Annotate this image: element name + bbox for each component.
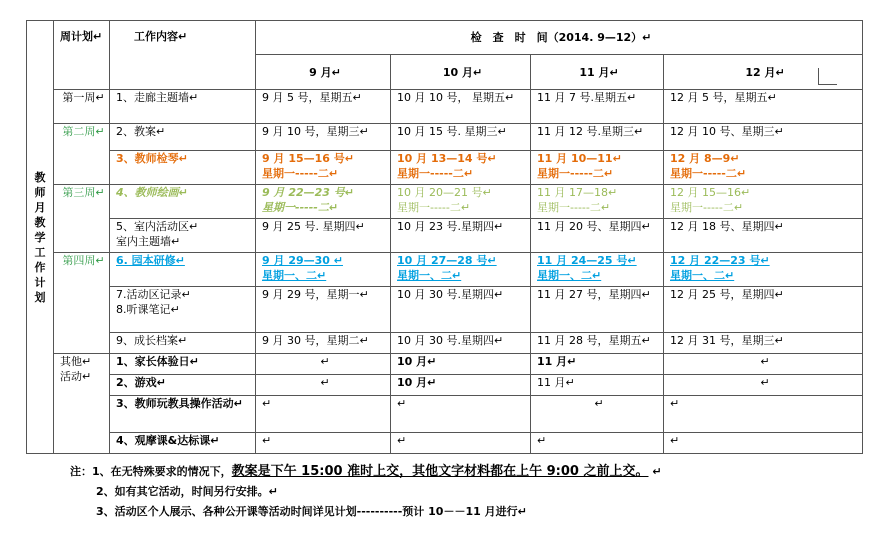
side-char: 师 bbox=[34, 185, 46, 199]
side-char: 教 bbox=[34, 215, 46, 229]
note-1-end: ↵ bbox=[648, 465, 662, 478]
date-cell: 10 月 20—21 号↵ 星期一-----二↵ bbox=[391, 185, 531, 219]
table-row bbox=[27, 333, 863, 354]
content-cell: 5、室内活动区↵ 室内主题墙↵ bbox=[110, 219, 256, 253]
date-cell: 9 月 25 号. 星期四↵ bbox=[256, 219, 391, 253]
side-char: 教 bbox=[34, 170, 46, 184]
content-cell: 2、游戏↵ bbox=[110, 375, 256, 396]
date-cell: 10 月 13—14 号↵ 星期一-----二↵ bbox=[391, 151, 531, 185]
content-cell: 6. 园本研修↵ bbox=[110, 253, 256, 287]
date-cell: 10 月 10 号， 星期五↵ bbox=[391, 90, 531, 124]
table-row bbox=[27, 253, 863, 287]
side-char: 工 bbox=[34, 245, 46, 259]
side-char: 月 bbox=[34, 200, 46, 214]
date-cell: ↵ bbox=[256, 354, 391, 375]
note-1-main: 教案是下午 15:00 准时上交，其他文字材料都在上午 9:00 之前上交。 bbox=[231, 464, 649, 479]
date-cell: 9 月 10 号，星期三↵ bbox=[256, 124, 391, 151]
table-row bbox=[27, 287, 863, 333]
date-cell: 9 月 5 号，星期五↵ bbox=[256, 90, 391, 124]
date-cell: ↵ bbox=[256, 396, 391, 433]
date-cell: ↵ bbox=[664, 375, 863, 396]
table-row bbox=[27, 219, 863, 253]
content-cell: 7.活动区记录↵ 8.听课笔记↵ bbox=[110, 287, 256, 333]
header-row bbox=[27, 21, 863, 55]
content-cell: 1、走廊主题墙↵ bbox=[110, 90, 256, 124]
note-1 bbox=[70, 462, 662, 482]
date-cell: 9 月 22—23 号↵ 星期一-----二↵ bbox=[256, 185, 391, 219]
side-title bbox=[27, 21, 54, 454]
date-cell: 11 月 12 号.星期三↵ bbox=[531, 124, 664, 151]
date-cell: 10 月↵ bbox=[391, 354, 531, 375]
date-cell: 9 月 30 号，星期二↵ bbox=[256, 333, 391, 354]
date-cell: 12 月 8—9↵ 星期一-----二↵ bbox=[664, 151, 863, 185]
week-cell: 第四周↵ bbox=[54, 253, 110, 354]
corner-mark bbox=[818, 68, 837, 85]
date-cell: 11 月 17—18↵ 星期一-----二↵ bbox=[531, 185, 664, 219]
table-row bbox=[27, 151, 863, 185]
date-cell: 11 月 28 号，星期五↵ bbox=[531, 333, 664, 354]
date-cell: ↵ bbox=[391, 433, 531, 454]
note-3: 3、活动区个人展示、各种公开课等活动时间详见计划----------预计 10－－11 月进行↵ bbox=[96, 505, 527, 518]
table-row bbox=[27, 124, 863, 151]
date-cell: 12 月 15—16↵ 星期一-----二↵ bbox=[664, 185, 863, 219]
date-cell: 10 月↵ bbox=[391, 375, 531, 396]
notes bbox=[70, 462, 662, 522]
date-cell: 12 月 22—23 号↵ 星期一、二↵ bbox=[664, 253, 863, 287]
month-10: 10 月↵ bbox=[391, 55, 531, 90]
content-cell: 9、成长档案↵ bbox=[110, 333, 256, 354]
content-cell: 3、教师检琴↵ bbox=[110, 151, 256, 185]
date-cell: 10 月 15 号. 星期三↵ bbox=[391, 124, 531, 151]
side-char: 作 bbox=[34, 260, 46, 274]
date-cell: 10 月 30 号.星期四↵ bbox=[391, 333, 531, 354]
date-cell: 11 月 10—11↵ 星期一-----二↵ bbox=[531, 151, 664, 185]
content-cell: 4、观摩课&达标课↵ bbox=[110, 433, 256, 454]
date-cell: 12 月 18 号、星期四↵ bbox=[664, 219, 863, 253]
week-cell: 第一周↵ bbox=[54, 90, 110, 124]
date-cell: 11 月↵ bbox=[531, 354, 664, 375]
note-2: 2、如有其它活动，时间另行安排。↵ bbox=[96, 485, 278, 498]
content-cell: 2、教案↵ bbox=[110, 124, 256, 151]
date-cell: 12 月 31 号，星期三↵ bbox=[664, 333, 863, 354]
date-cell: ↵ bbox=[256, 375, 391, 396]
table-row bbox=[27, 354, 863, 375]
date-cell: 12 月 10 号、星期三↵ bbox=[664, 124, 863, 151]
date-cell: 11 月 27 号，星期四↵ bbox=[531, 287, 664, 333]
date-cell: 9 月 29—30 ↵ 星期一、二↵ bbox=[256, 253, 391, 287]
date-cell: 11 月 7 号.星期五↵ bbox=[531, 90, 664, 124]
date-cell: 10 月 23 号.星期四↵ bbox=[391, 219, 531, 253]
date-cell: ↵ bbox=[531, 433, 664, 454]
date-cell: ↵ bbox=[531, 396, 664, 433]
date-cell: ↵ bbox=[664, 433, 863, 454]
week-cell: 第三周↵ bbox=[54, 185, 110, 253]
date-cell: 11 月↵ bbox=[531, 375, 664, 396]
side-char: 计 bbox=[34, 275, 46, 289]
note-1-prefix: 注：1、在无特殊要求的情况下， bbox=[70, 465, 232, 478]
date-cell: 10 月 30 号.星期四↵ bbox=[391, 287, 531, 333]
content-cell: 1、家长体验日↵ bbox=[110, 354, 256, 375]
date-cell: 12 月 5 号，星期五↵ bbox=[664, 90, 863, 124]
table-row bbox=[27, 90, 863, 124]
date-cell: ↵ bbox=[256, 433, 391, 454]
month-11: 11 月↵ bbox=[531, 55, 664, 90]
table-row bbox=[27, 396, 863, 433]
date-cell: 11 月 20 号、星期四↵ bbox=[531, 219, 664, 253]
content-cell: 4、教师绘画↵ bbox=[110, 185, 256, 219]
table-row bbox=[27, 185, 863, 219]
content-cell: 3、教师玩教具操作活动↵ bbox=[110, 396, 256, 433]
week-cell: 第二周↵ bbox=[54, 124, 110, 185]
date-cell: 11 月 24—25 号↵ 星期一、二↵ bbox=[531, 253, 664, 287]
date-cell: ↵ bbox=[664, 396, 863, 433]
date-cell: 9 月 15—16 号↵ 星期一-----二↵ bbox=[256, 151, 391, 185]
check-time-header: 检 查 时 间（2014. 9—12）↵ bbox=[256, 21, 863, 55]
date-cell: ↵ bbox=[664, 354, 863, 375]
side-char: 划 bbox=[34, 290, 46, 304]
table-row bbox=[27, 375, 863, 396]
date-cell: 9 月 29 号，星期一↵ bbox=[256, 287, 391, 333]
plan-table bbox=[26, 20, 863, 454]
date-cell: ↵ bbox=[391, 396, 531, 433]
side-char: 学 bbox=[34, 230, 46, 244]
month-9: 9 月↵ bbox=[256, 55, 391, 90]
week-plan-header: 周计划↵ bbox=[54, 21, 110, 90]
other-label: 其他↵ 活动↵ bbox=[54, 354, 110, 454]
date-cell: 10 月 27—28 号↵ 星期一、二↵ bbox=[391, 253, 531, 287]
table-row bbox=[27, 433, 863, 454]
work-content-header: 工作内容↵ bbox=[110, 21, 256, 90]
month-12: 12 月↵ bbox=[664, 55, 863, 90]
date-cell: 12 月 25 号，星期四↵ bbox=[664, 287, 863, 333]
